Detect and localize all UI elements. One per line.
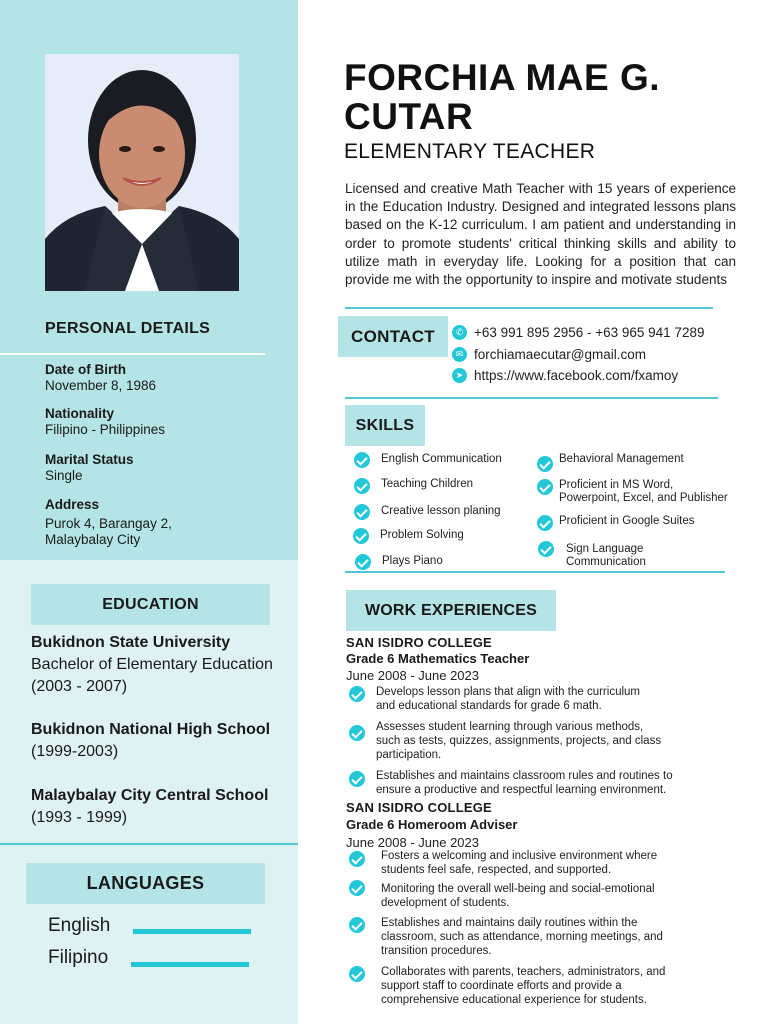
job-dates: June 2008 - June 2023 <box>346 835 479 850</box>
detail-marital-status <box>45 452 134 484</box>
phone-number: +63 991 895 2956 - +63 965 941 7289 <box>474 325 705 340</box>
skills-divider <box>345 571 725 573</box>
detail-label: Nationality <box>45 406 115 421</box>
skill-item: Plays Piano <box>382 555 443 567</box>
profile-photo <box>45 54 239 291</box>
personal-details-divider <box>0 353 265 355</box>
check-icon <box>355 554 371 570</box>
skills-heading: SKILLS <box>345 405 425 446</box>
duty-line: Fosters a welcoming and inclusive environment where <box>381 850 658 862</box>
email-address[interactable]: forchiamaecutar@gmail.com <box>474 347 647 362</box>
check-icon <box>349 966 365 982</box>
duty-line: development of students. <box>381 897 510 909</box>
duty-line: such as tests, quizzes, assignments, projects, and class <box>376 735 662 747</box>
skill-item <box>559 479 728 505</box>
degree: Bachelor of Elementary Education <box>31 656 273 673</box>
candidate-name <box>344 58 660 136</box>
school-name: Malaybalay City Central School <box>31 787 269 804</box>
name-line-2: CUTAR <box>344 96 474 137</box>
duty-line: Monitoring the overall well-being and social-emotional <box>381 883 655 895</box>
detail-label: Marital Status <box>45 452 134 467</box>
school-name: Bukidnon National High School <box>31 721 271 738</box>
education-item <box>31 785 268 829</box>
duty-line: Develops lesson plans that align with the curriculum <box>376 686 640 698</box>
education-heading: EDUCATION <box>31 584 270 625</box>
duty-line: classroom, such as attendance, morning meetings, and <box>381 931 663 943</box>
skill-line: Proficient in MS Word, <box>559 479 674 491</box>
job-organization: SAN ISIDRO COLLEGE <box>346 800 492 815</box>
skill-item: Proficient in Google Suites <box>559 515 695 527</box>
school-name: Bukidnon State University <box>31 634 231 651</box>
detail-date-of-birth <box>45 362 156 394</box>
skill-item: Problem Solving <box>380 529 464 541</box>
duty-item <box>376 720 661 762</box>
duty-item <box>381 882 655 910</box>
job-role: Grade 6 Homeroom Adviser <box>346 817 518 832</box>
skill-line: Sign Language <box>566 543 644 555</box>
duty-line: Establishes and maintains classroom rules and routines to <box>376 770 673 782</box>
duty-line: ensure a productive and respectful learning environment. <box>376 784 667 796</box>
check-icon <box>537 515 553 531</box>
job-dates: June 2008 - June 2023 <box>346 668 479 683</box>
education-item <box>31 719 270 763</box>
skill-item: Behavioral Management <box>559 453 684 465</box>
contact-web[interactable] <box>452 368 678 383</box>
name-line-1: FORCHIA MAE G. <box>344 57 661 98</box>
detail-value: Purok 4, Barangay 2, <box>45 516 172 531</box>
skill-line: Powerpoint, Excel, and Publisher <box>559 492 728 504</box>
contact-divider <box>345 397 718 399</box>
duty-line: transition procedures. <box>381 945 492 957</box>
skill-item: Teaching Children <box>381 478 474 490</box>
phone-icon: ✆ <box>452 325 467 340</box>
check-icon <box>538 541 554 557</box>
check-icon <box>349 880 365 896</box>
duty-line: support staff to coordinate efforts and provide a <box>381 980 622 992</box>
skill-line: Communication <box>566 556 646 568</box>
education-years: (2003 - 2007) <box>31 678 128 695</box>
sidebar-divider <box>0 843 298 845</box>
detail-address <box>45 497 172 548</box>
detail-value: Filipino - Philippines <box>45 422 166 437</box>
email-icon: ✉ <box>452 347 467 362</box>
duty-item <box>376 685 640 713</box>
check-icon <box>537 456 553 472</box>
check-icon <box>349 851 365 867</box>
education-years: (1999-2003) <box>31 743 119 760</box>
duty-item <box>376 769 673 797</box>
education-years: (1993 - 1999) <box>31 809 128 826</box>
duty-item <box>381 849 657 877</box>
skill-item <box>566 543 646 569</box>
personal-details-heading: PERSONAL DETAILS <box>45 320 211 337</box>
work-heading: WORK EXPERIENCES <box>346 590 556 631</box>
language-level-bar <box>133 929 251 934</box>
contact-phone <box>452 325 704 340</box>
duty-line: participation. <box>376 749 442 761</box>
detail-label: Date of Birth <box>45 362 126 377</box>
summary-divider <box>345 307 713 309</box>
language-name: Filipino <box>48 947 109 968</box>
job-title: ELEMENTARY TEACHER <box>344 140 596 163</box>
contact-email[interactable] <box>452 347 646 362</box>
contact-heading: CONTACT <box>338 316 448 357</box>
check-icon <box>349 917 365 933</box>
duty-line: Collaborates with parents, teachers, administrators, and <box>381 966 666 978</box>
profile-summary: Licensed and creative Math Teacher with 15 years of experience in the Education Industry. Designed and integrated lessons plans based on the K-12 curriculum. I am patient and understanding in order to promote students' critical thinking skills and ability to utilize math in everyday life. Looking for a position that can provide me with the opportunity to inspire and motivate students <box>345 181 736 288</box>
language-name: English <box>48 915 111 936</box>
check-icon <box>354 478 370 494</box>
send-icon: ➤ <box>452 368 467 383</box>
duty-item <box>381 916 663 958</box>
duty-line: Establishes and maintains daily routines within the <box>381 917 638 929</box>
duty-item <box>381 965 665 1007</box>
duty-line: Assesses student learning through various methods, <box>376 721 644 733</box>
check-icon <box>537 479 553 495</box>
detail-value: November 8, 1986 <box>45 378 157 393</box>
check-icon <box>353 528 369 544</box>
check-icon <box>349 725 365 741</box>
duty-line: and educational standards for grade 6 math. <box>376 700 602 712</box>
detail-value: Single <box>45 468 83 483</box>
languages-heading: LANGUAGES <box>26 863 265 904</box>
web-link[interactable]: https://www.facebook.com/fxamoy <box>474 368 679 383</box>
check-icon <box>349 686 365 702</box>
check-icon <box>349 771 365 787</box>
detail-nationality <box>45 406 165 438</box>
job-role: Grade 6 Mathematics Teacher <box>346 651 530 666</box>
job-organization: SAN ISIDRO COLLEGE <box>346 635 492 650</box>
education-item <box>31 632 273 698</box>
check-icon <box>354 452 370 468</box>
duty-line: comprehensive educational experience for students. <box>381 994 647 1006</box>
language-level-bar <box>131 962 249 967</box>
check-icon <box>354 504 370 520</box>
skill-item: English Communication <box>381 453 502 465</box>
detail-value-line2: Malaybalay City <box>45 532 141 547</box>
detail-label: Address <box>45 497 100 512</box>
skill-item: Creative lesson planing <box>381 505 501 517</box>
duty-line: students feel safe, respected, and supported. <box>381 864 612 876</box>
